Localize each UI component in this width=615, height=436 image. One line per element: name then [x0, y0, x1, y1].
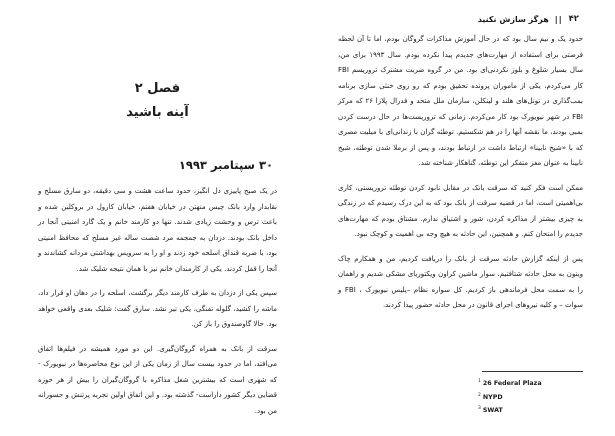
footnote-2: $^2$ NYPD — [478, 392, 503, 401]
running-head-title: هرگز سازش نکنید — [477, 14, 549, 24]
right-page — [308, 0, 615, 436]
left-page — [0, 0, 307, 436]
header-separator: || — [554, 14, 563, 24]
right-paragraph-1: حدود یک و نیم سال بود که در حال آموزش مذاکرات گروگان بودم، اما تا آن لحظه فرصتی برای استفاده از مهارت‌های جدیدم پیدا نکرده بودم. سال ۱۹۹۳ برای من، سال بسیار شلوغ و بلوز نکردنی‌ای بود. من در گروه ضربت مشترک تروریسم FBI کار می‌کردم، یکی از ماموران پرونده تحقیق بودم که رو روی خنثی سازی برنامه بمب‌گذاری در تونل‌های هلند و لینکلن، سازمان ملل متحد و فدرال پلازا ۲۶ که مرکز FBI در شهر نیویورک بود کار می‌کردم. زمانی که تروریست‌ها در حال درست کردن بمبی بودند، ما نقشه آنها را در هم شکستیم. توطئه گران با زندانی‌ای با میلیت مصری که با «شیخ نابینا» ارتباط داشت در ارتباط بودند، و پس از برملا شدن توطئه، شیخ نابینا به عنوان مغز متفکر این توطئه، گناهکار شناخته شد. — [338, 35, 583, 167]
chapter-heading — [38, 80, 277, 122]
right-paragraph-3: پس از اینکه گزارش حادثه سرقت از بانک را دریافت کردیم، من و همکارم چاک ویتون به محل حادثه شتافتیم. سوار ماشین کراون ویکتوریای مشکی شدیم و راهمان را به سمت محل فرماندهی باز کردیم. کل سواره نظام –پلیس نیویورک ، FBI و سوات – و کلیه نیروهای اجرای قانون در محل حادثه حضور پیدا کردند. — [338, 254, 583, 309]
footnotes — [478, 376, 583, 417]
page-number: ۴۲ — [568, 14, 579, 24]
chapter-number: فصل ۲ — [134, 81, 181, 96]
running-header — [338, 14, 583, 24]
left-paragraph-1: در یک صبح پاییزی دل انگیز، حدود ساعت هشت و سی دقیقه، دو سارق مسلح و نقابدار وارد بانک چیس منهتن در خیابان هفتم، خیابان کارول در بروکلین شده و باعث ترس و وحشت زیادی شدند. تنها دو کارمند خانم و یک گارد امنیتی آنجا در داخل بانک بودند. دزدان به جمجمه مرد شصت ساله غیر مسلح که محافظ امنیتی بود، با ضربه قنداق اسلحه خود زدند و او را به سرویس بهداشتی مردانه کشاندند و آنجا را قفل کردند. یکی از کارمندان خانم نیز با همان نتیجه شلیک شد. — [38, 187, 277, 273]
footnote-1: $^1$ 26 Federal Plaza — [478, 379, 542, 388]
chapter-title: آینه باشید — [126, 105, 189, 120]
left-paragraph-2: سپس یکی از دزدان به طرف کارمند دیگر برگشت، اسلحه را در دهان او قرار داد، ماشه را کشید، گلوله تفنگی، یکی تیر نشد. سارق گفت: شلیک بعدی واقعی خواهد بود. حالا گاوصندوق را باز کن. — [38, 289, 277, 328]
footnote-divider — [482, 371, 583, 372]
right-paragraph-2: ممکن است فکر کنید که سرقت بانک در مقابل نابود کردن توطئه تروریستی، کاری بی‌اهمیتی است، اما در قضیه سرقت از بانک بود که به این درک رسیدم که در زندگی به چیزی بیشتر از مذاکره کردن، شور و اشتیاق ندارم. مشتاق بودم که مهارت‌های جدیدم را امتحان کنم. و همچنین، این حادثه به هیچ وجه بی اهمیت و کوچک نبود. — [338, 183, 583, 238]
left-paragraph-3: سرقت از بانک به همراه گروگان‌گیری. این دو مورد همیشه در فیلم‌ها اتفاق می‌افتد، اما در حدود بیست سال از زمان یکی از این نوع محاصره‌ها در نیویورک - که شهری است که بیشترین شغل مذاکره با گروگان‌گیران را بیش از هر حوزه قضایی دیگر کشور داراست- گذشته بود. و این اتفاق اولین تجربه پرتنش و جسورانه من بود. — [38, 344, 277, 415]
footnote-3: $^3$ SWAT — [478, 406, 503, 415]
date-heading: ۳۰ سپتامبر ۱۹۹۳ — [178, 158, 273, 172]
